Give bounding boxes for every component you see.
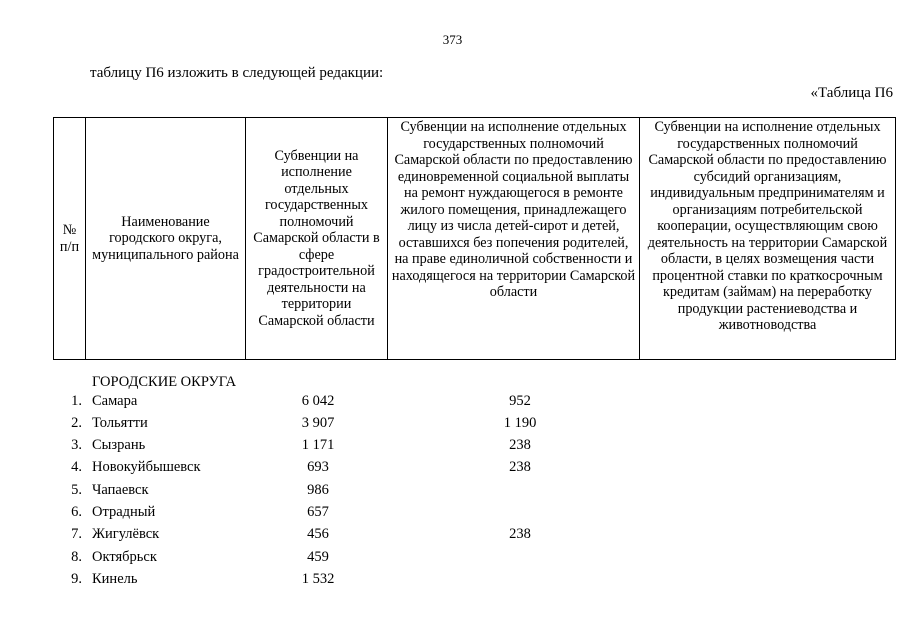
header-num: № п/п xyxy=(54,118,86,360)
header-col1: Субвенции на исполнение отдельных государственных полномочий Самарской области в сфере градостроительной деятельности на территории Самарской области xyxy=(246,118,388,360)
row-col1-value: 1 171 xyxy=(301,437,335,453)
page-number: 373 xyxy=(442,32,463,47)
section-title: ГОРОДСКИЕ ОКРУГА xyxy=(92,374,237,390)
table-row xyxy=(0,523,905,545)
row-name: Тольятти xyxy=(92,415,148,431)
table-caption: «Таблица П6 xyxy=(810,85,893,101)
row-name: Самара xyxy=(92,393,138,409)
row-number: 4. xyxy=(71,459,82,475)
row-number: 9. xyxy=(71,571,82,587)
row-number: 2. xyxy=(71,415,82,431)
row-name: Кинель xyxy=(92,571,138,587)
table-row xyxy=(0,501,905,523)
table-row xyxy=(0,479,905,501)
row-col2-value: 1 190 xyxy=(503,415,537,431)
row-name: Отрадный xyxy=(92,504,156,520)
row-col1-value: 3 907 xyxy=(301,415,335,431)
row-col1-value: 456 xyxy=(307,526,329,542)
intro-text: таблицу П6 изложить в следующей редакции: xyxy=(90,65,384,81)
table-row xyxy=(0,412,905,434)
row-col1-value: 693 xyxy=(307,459,329,475)
header-col2: Субвенции на исполнение отдельных государственных полномочий Самарской области по предоставлению единовременной социальной выплаты на ремонт нуждающегося в ремонте жилого помещения, принадлежащего лицу из числа детей-сирот и детей, оставшихся без попечения родителей, на праве единоличной собственности и находящегося на территории Самарской области xyxy=(388,118,640,360)
row-col1-value: 6 042 xyxy=(301,393,335,409)
row-col1-value: 657 xyxy=(307,504,329,520)
table-row xyxy=(0,546,905,568)
table-row xyxy=(0,456,905,478)
row-name: Октябрьск xyxy=(92,549,157,565)
row-number: 6. xyxy=(71,504,82,520)
row-name: Чапаевск xyxy=(92,482,149,498)
header-col3: Субвенции на исполнение отдельных государственных полномочий Самарской области по предоставлению субсидий организациям, индивидуальным предпринимателям и организациям потребительской кооперации, осуществляющим свою деятельность на территории Самарской области, в целях возмещения части процентной ставки по краткосрочным кредитам (займам) на переработку продукции растениеводства и животноводства xyxy=(640,118,896,360)
table-row xyxy=(0,568,905,590)
row-col2-value: 238 xyxy=(509,459,531,475)
header-name: Наименование городского округа, муниципального района xyxy=(86,118,246,360)
row-name: Новокуйбышевск xyxy=(92,459,201,475)
table-row xyxy=(0,390,905,412)
row-col1-value: 986 xyxy=(307,482,329,498)
row-col2-value: 238 xyxy=(509,437,531,453)
row-number: 1. xyxy=(71,393,82,409)
row-name: Сызрань xyxy=(92,437,146,453)
row-number: 7. xyxy=(71,526,82,542)
row-number: 3. xyxy=(71,437,82,453)
row-number: 5. xyxy=(71,482,82,498)
table-header xyxy=(53,117,896,360)
row-col1-value: 1 532 xyxy=(301,571,335,587)
row-col2-value: 952 xyxy=(509,393,531,409)
row-number: 8. xyxy=(71,549,82,565)
row-name: Жигулёвск xyxy=(92,526,160,542)
table-row xyxy=(0,434,905,456)
row-col1-value: 459 xyxy=(307,549,329,565)
row-col2-value: 238 xyxy=(509,526,531,542)
